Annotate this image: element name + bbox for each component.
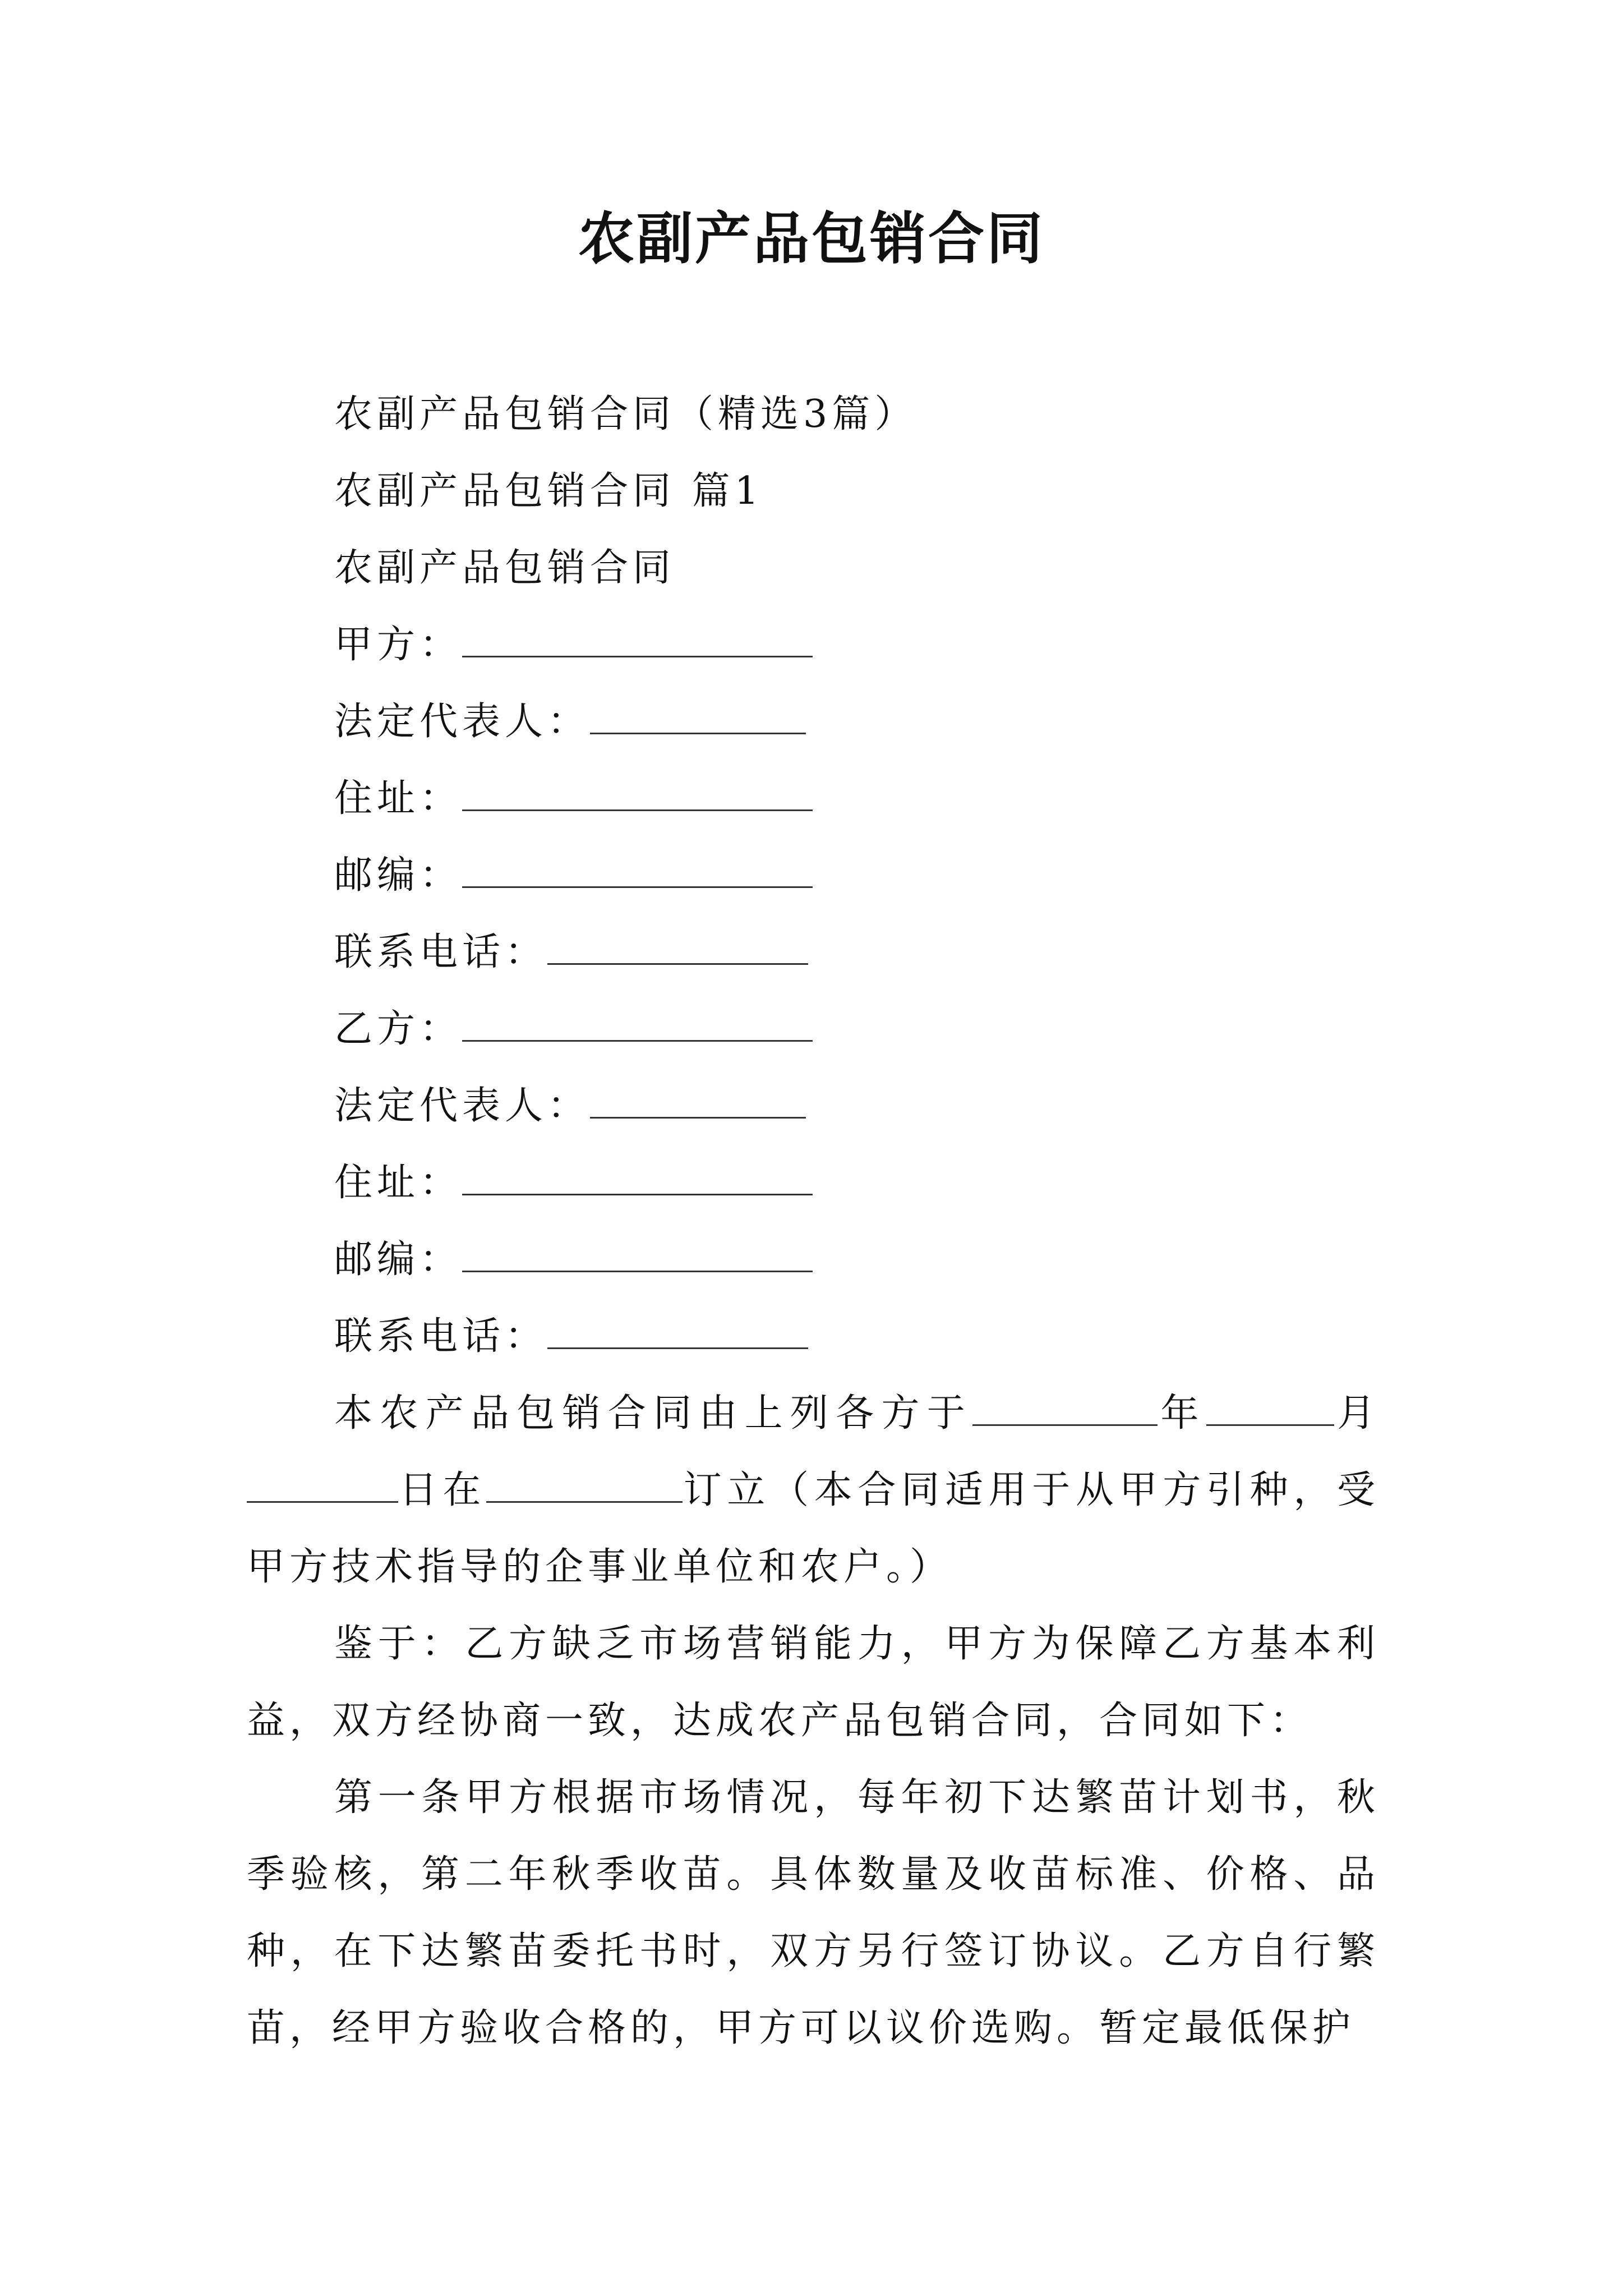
party-b-name-row: [247, 991, 1380, 1068]
day-at-label: 日在: [398, 1468, 487, 1512]
party-b-phone-label: 联系电话：: [334, 1314, 548, 1359]
party-a-phone-field[interactable]: [547, 934, 808, 965]
party-a-phone-label: 联系电话：: [334, 930, 548, 974]
party-a-phone-row: [247, 914, 1380, 991]
party-a-postcode-row: [247, 837, 1380, 914]
party-a-name-row: [247, 606, 1380, 683]
document-subtitle: 农副产品包销合同（精选3篇）: [334, 392, 917, 436]
party-a-address-label: 住址：: [334, 776, 463, 821]
article-1-paragraph: 第一条甲方根据市场情况，每年初下达繁苗计划书，秋季验核，第二年秋季收苗。具体数量及收苗标准、价格、品种，在下达繁苗委托书时，双方另行签订协议。乙方自行繁苗，经甲方验收合格的，甲方可以议价选购。暂定最低保护: [247, 1775, 1380, 2050]
intro-text-end: 订立（本合同适用于从甲方引种，受甲方技术指导的企事业单位和农户。）: [247, 1468, 1380, 1589]
intro-paragraph: [247, 1375, 1380, 1605]
document-body: [247, 376, 1380, 2067]
party-a-rep-label: 法定代表人：: [334, 700, 591, 744]
party-b-rep-row: [247, 1068, 1380, 1144]
day-blank[interactable]: [247, 1472, 398, 1503]
party-a-postcode-field[interactable]: [462, 857, 813, 888]
party-b-address-row: [247, 1144, 1380, 1221]
month-blank[interactable]: [1206, 1395, 1334, 1426]
whereas-paragraph: 鉴于：乙方缺乏市场营销能力，甲方为保障乙方基本利益，双方经协商一致，达成农产品包销合同，合同如下：: [247, 1622, 1380, 1743]
party-b-name-label: 乙方：: [334, 1007, 463, 1051]
contract-heading: 农副产品包销合同: [334, 546, 676, 590]
party-b-postcode-label: 邮编：: [334, 1237, 463, 1282]
party-a-rep-field[interactable]: [590, 703, 806, 734]
party-a-name-label: 甲方：: [334, 623, 463, 667]
party-b-rep-label: 法定代表人：: [334, 1084, 591, 1128]
place-blank[interactable]: [486, 1472, 683, 1503]
party-a-address-row: [247, 760, 1380, 837]
party-b-postcode-field[interactable]: [462, 1241, 813, 1272]
party-a-address-field[interactable]: [462, 780, 813, 811]
section-heading: 农副产品包销合同 篇1: [334, 469, 763, 513]
party-b-name-field[interactable]: [462, 1011, 813, 1042]
month-label: 月: [1334, 1391, 1380, 1435]
year-label: 年: [1158, 1391, 1206, 1435]
party-b-address-field[interactable]: [462, 1165, 813, 1195]
document-title: 农副产品包销合同: [578, 205, 1045, 272]
party-b-phone-field[interactable]: [547, 1318, 808, 1349]
party-b-address-label: 住址：: [334, 1161, 463, 1205]
year-blank[interactable]: [972, 1395, 1158, 1426]
party-b-phone-row: [247, 1298, 1380, 1375]
intro-text-start: 本农产品包销合同由上列各方于: [334, 1391, 973, 1435]
party-b-postcode-row: [247, 1221, 1380, 1298]
party-b-rep-field[interactable]: [590, 1088, 806, 1119]
party-a-rep-row: [247, 683, 1380, 760]
party-a-name-field[interactable]: [462, 627, 813, 657]
party-a-postcode-label: 邮编：: [334, 853, 463, 898]
